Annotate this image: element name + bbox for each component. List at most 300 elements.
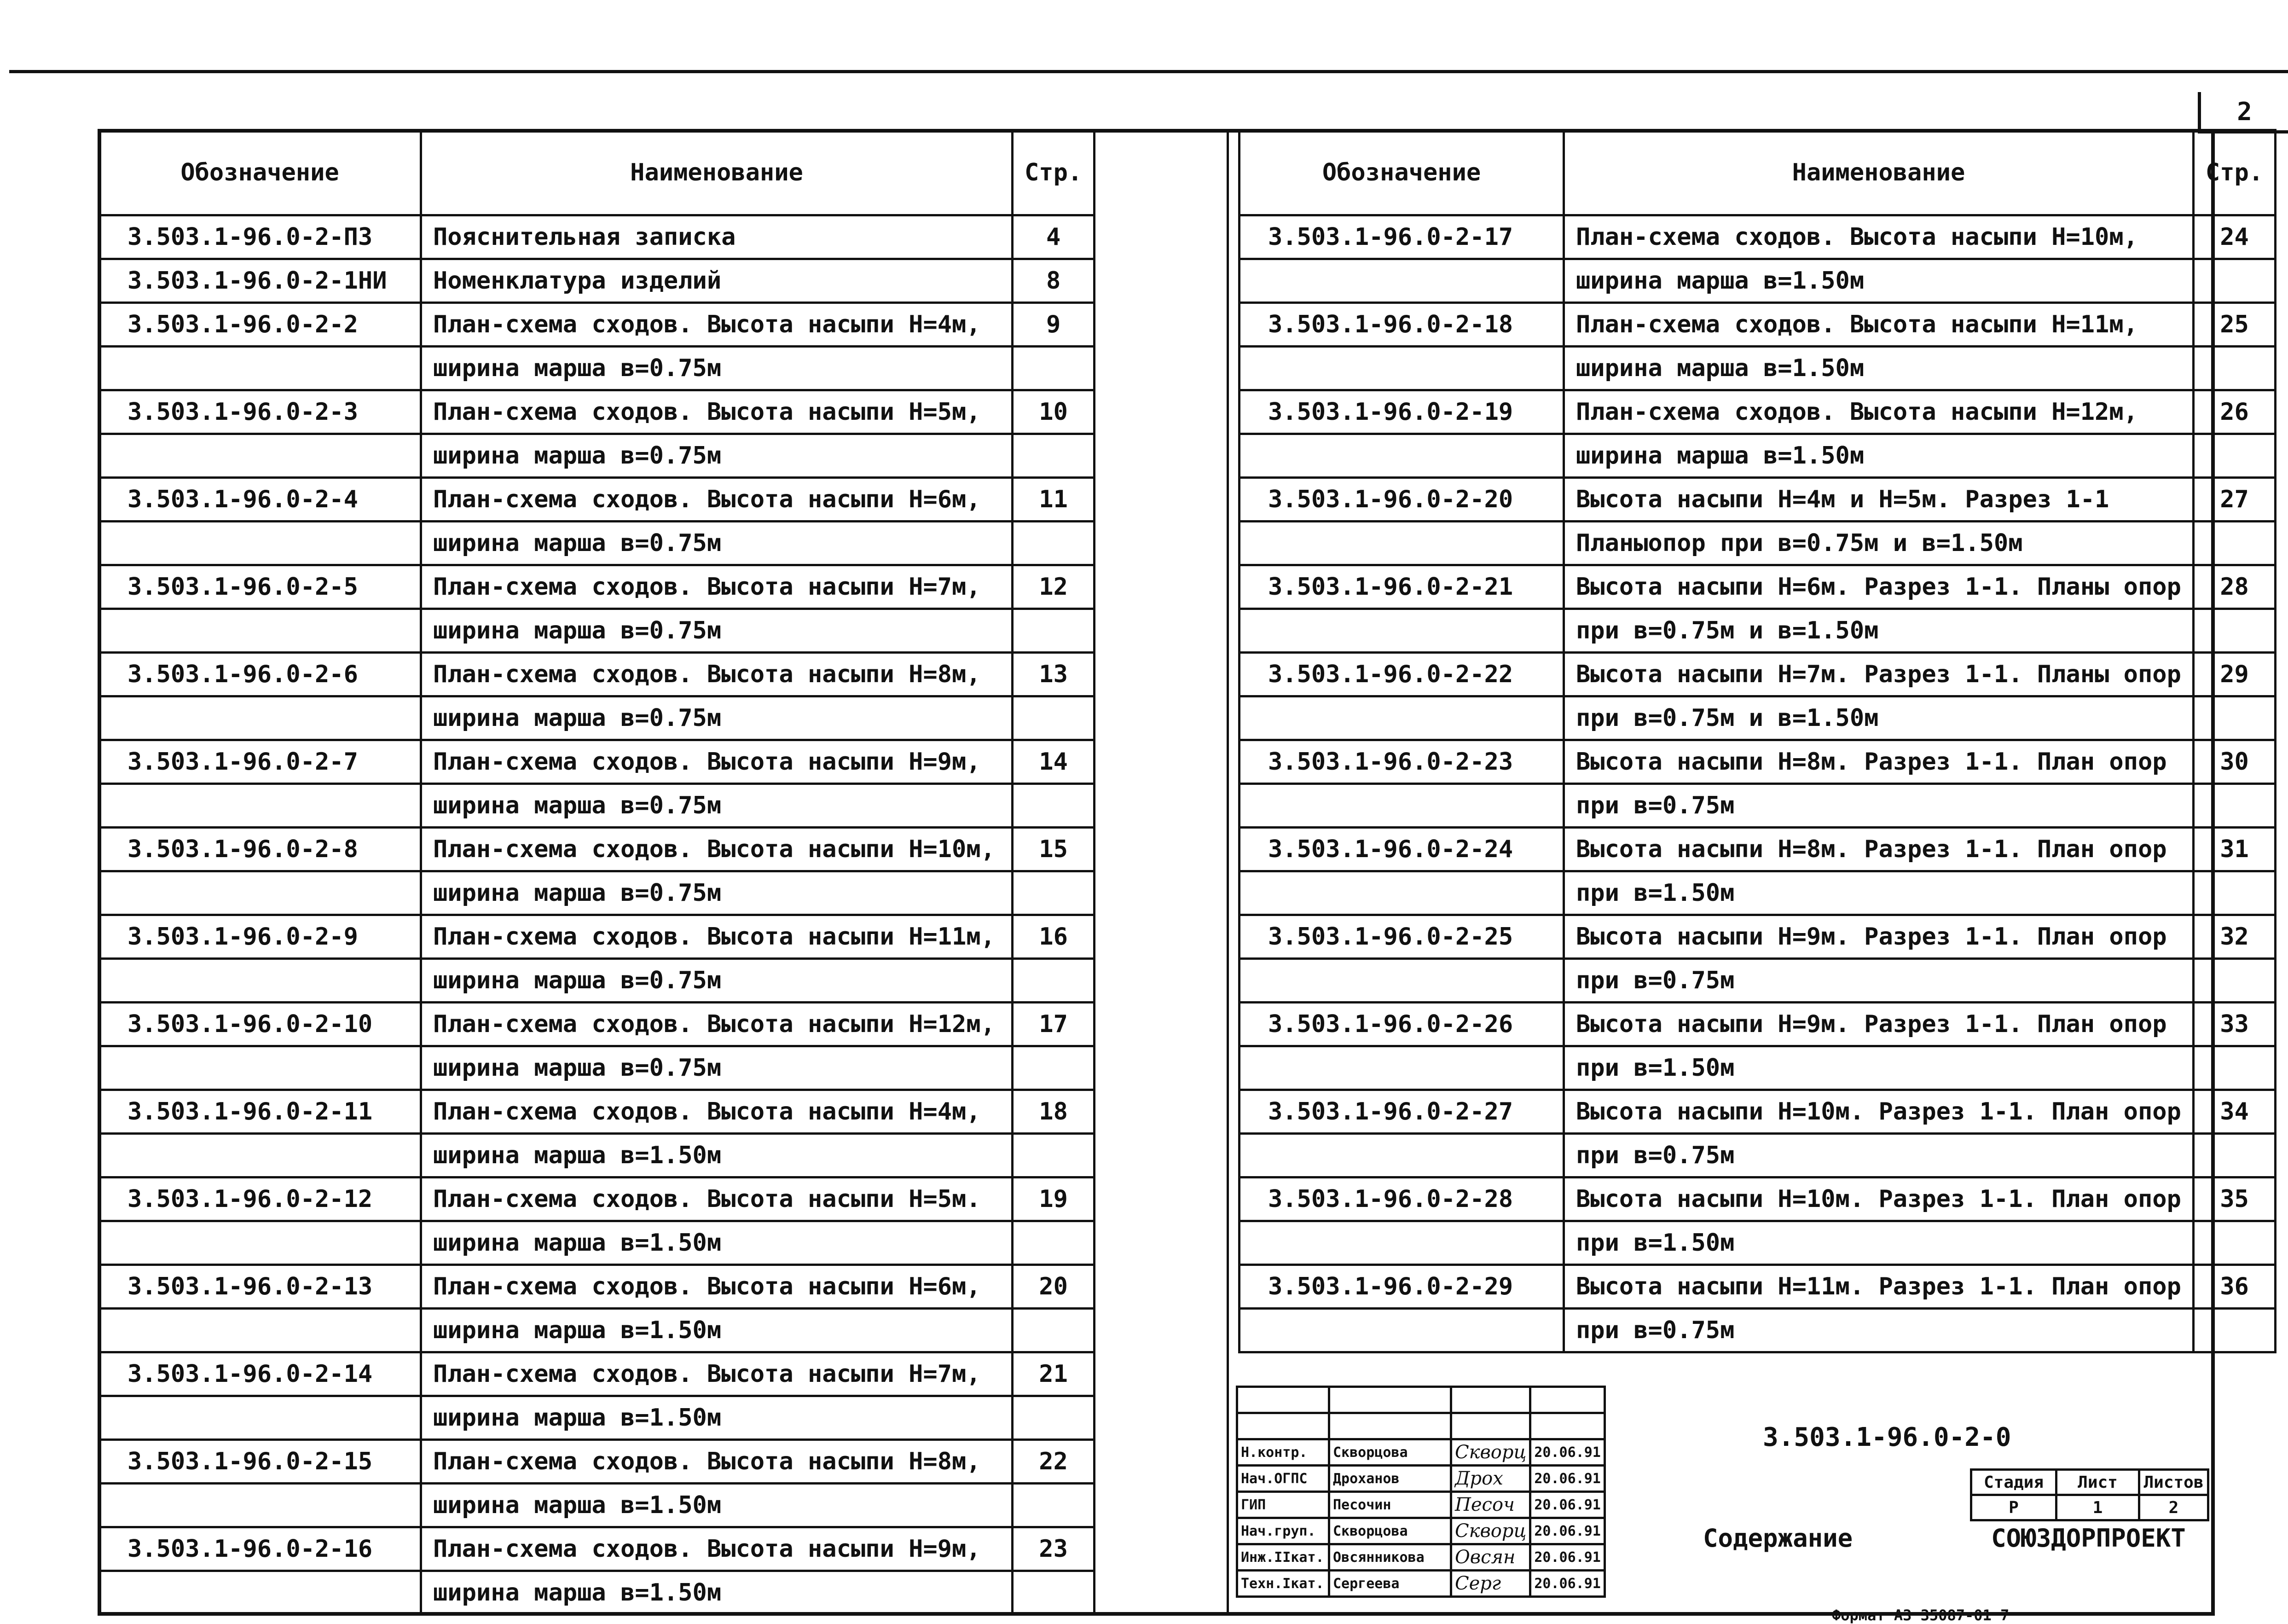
row-code: 3.503.1-96.0-2-24 xyxy=(1240,828,1564,871)
table-row xyxy=(1240,259,2276,303)
spacer-cell xyxy=(1095,696,1228,740)
table-row xyxy=(99,565,1228,609)
spacer-cell xyxy=(1095,915,1228,959)
table-row xyxy=(1240,959,2276,1003)
spacer-cell xyxy=(1095,959,1228,1003)
row-code xyxy=(1240,959,1564,1003)
spacer-cell xyxy=(1095,1090,1228,1134)
table-row xyxy=(1240,696,2276,740)
row-code: 3.503.1-96.0-2-20 xyxy=(1240,478,1564,522)
spacer-column xyxy=(1095,130,1228,215)
row-page xyxy=(2193,784,2275,828)
table-row xyxy=(99,347,1228,390)
table-row xyxy=(1240,1134,2276,1177)
row-page: 9 xyxy=(1013,303,1095,347)
header-code: Обозначение xyxy=(99,130,421,215)
row-code: 3.503.1-96.0-2-2 xyxy=(99,303,421,347)
spacer-cell xyxy=(1095,1265,1228,1309)
row-name: ширина марша в=1.50м xyxy=(421,1484,1013,1527)
row-page xyxy=(2193,347,2275,390)
row-code: 3.503.1-96.0-2-9 xyxy=(99,915,421,959)
row-page xyxy=(2193,1134,2275,1177)
row-code xyxy=(1240,522,1564,565)
row-page: 25 xyxy=(2193,303,2275,347)
row-code xyxy=(1240,1221,1564,1265)
signer-date: 20.06.91 xyxy=(1530,1544,1605,1571)
row-name: План-схема сходов. Высота насыпи Н=5м. xyxy=(421,1177,1013,1221)
row-code: 3.503.1-96.0-2-3 xyxy=(99,390,421,434)
row-name: при в=1.50м xyxy=(1564,1046,2194,1090)
row-name: при в=0.75м и в=1.50м xyxy=(1564,696,2194,740)
row-name: План-схема сходов. Высота насыпи Н=12м, xyxy=(1564,390,2194,434)
table-row xyxy=(99,1352,1228,1396)
row-name: ширина марша в=1.50м xyxy=(421,1571,1013,1615)
row-code: 3.503.1-96.0-2-25 xyxy=(1240,915,1564,959)
row-name: Высота насыпи Н=6м. Разрез 1-1. Планы опор xyxy=(1564,565,2194,609)
table-row xyxy=(1240,215,2276,259)
row-name: Высота насыпи Н=8м. Разрез 1-1. План опор xyxy=(1564,740,2194,784)
row-name: ширина марша в=0.75м xyxy=(421,1046,1013,1090)
table-row xyxy=(1240,478,2276,522)
row-code: 3.503.1-96.0-2-23 xyxy=(1240,740,1564,784)
spacer-cell xyxy=(1095,609,1228,653)
row-code: 3.503.1-96.0-2-14 xyxy=(99,1352,421,1396)
top-rule xyxy=(9,70,2288,73)
row-name: Высота насыпи Н=9м. Разрез 1-1. План опор xyxy=(1564,915,2194,959)
format-footer: Формат А3 35087-01 7 xyxy=(1832,1607,2010,1624)
table-row xyxy=(1240,303,2276,347)
row-page: 33 xyxy=(2193,1003,2275,1046)
signers-table xyxy=(1236,1386,1606,1598)
row-page: 12 xyxy=(1013,565,1095,609)
table-row xyxy=(1240,1265,2276,1309)
row-page: 24 xyxy=(2193,215,2275,259)
signer-role: Нач.ОГПС xyxy=(1237,1466,1329,1492)
row-page xyxy=(1013,1484,1095,1527)
row-page: 17 xyxy=(1013,1003,1095,1046)
spacer-cell xyxy=(1095,259,1228,303)
row-page xyxy=(2193,522,2275,565)
row-name: ширина марша в=1.50м xyxy=(1564,434,2194,478)
row-code xyxy=(1240,871,1564,915)
row-name: План-схема сходов. Высота насыпи Н=9м, xyxy=(421,1527,1013,1571)
row-name: при в=0.75м xyxy=(1564,1309,2194,1352)
row-page: 13 xyxy=(1013,653,1095,696)
row-page: 21 xyxy=(1013,1352,1095,1396)
table-row xyxy=(1240,1221,2276,1265)
row-page xyxy=(1013,609,1095,653)
row-code: 3.503.1-96.0-2-6 xyxy=(99,653,421,696)
row-page xyxy=(1013,959,1095,1003)
signer-sig: Скворц xyxy=(1451,1518,1530,1544)
spacer-cell xyxy=(1095,1527,1228,1571)
row-page: 20 xyxy=(1013,1265,1095,1309)
row-name: План-схема сходов. Высота насыпи Н=8м, xyxy=(421,653,1013,696)
row-code: 3.503.1-96.0-2-27 xyxy=(1240,1090,1564,1134)
row-name: ширина марша в=0.75м xyxy=(421,522,1013,565)
table-row xyxy=(99,1265,1228,1309)
row-name: План-схема сходов. Высота насыпи Н=5м, xyxy=(421,390,1013,434)
signer-role: Нач.груп. xyxy=(1237,1518,1329,1544)
document-code: 3.503.1-96.0-2-0 xyxy=(1763,1422,2011,1452)
table-row xyxy=(99,522,1228,565)
row-name: ширина марша в=0.75м xyxy=(421,609,1013,653)
row-name: при в=1.50м xyxy=(1564,871,2194,915)
spacer-cell xyxy=(1095,1046,1228,1090)
signer-sig: Скворц xyxy=(1451,1439,1530,1466)
row-page xyxy=(1013,1221,1095,1265)
row-name: План-схема сходов. Высота насыпи Н=4м, xyxy=(421,1090,1013,1134)
table-row xyxy=(99,478,1228,522)
table-row xyxy=(99,1046,1228,1090)
row-page: 16 xyxy=(1013,915,1095,959)
table-row xyxy=(1240,347,2276,390)
signer-date: 20.06.91 xyxy=(1530,1518,1605,1544)
table-row xyxy=(99,215,1228,259)
spacer-cell xyxy=(1095,1440,1228,1484)
row-page xyxy=(1013,1134,1095,1177)
contents-table-right xyxy=(1238,129,2276,1353)
spacer-cell xyxy=(1095,215,1228,259)
row-name: Высота насыпи Н=9м. Разрез 1-1. План опор xyxy=(1564,1003,2194,1046)
row-code: 3.503.1-96.0-2-12 xyxy=(99,1177,421,1221)
row-page xyxy=(2193,959,2275,1003)
row-code xyxy=(99,434,421,478)
table-row xyxy=(1240,784,2276,828)
table-row xyxy=(1240,1003,2276,1046)
stage-value: Р xyxy=(1971,1495,2056,1520)
row-name: ширина марша в=0.75м xyxy=(421,434,1013,478)
signer-row xyxy=(1237,1466,1605,1492)
header-code: Обозначение xyxy=(1240,130,1564,215)
contents-table-left xyxy=(98,129,1229,1616)
table-row xyxy=(1240,1046,2276,1090)
table-row xyxy=(99,1527,1228,1571)
table-row xyxy=(99,1396,1228,1440)
sheets-value: 2 xyxy=(2139,1495,2208,1520)
row-name: при в=0.75м и в=1.50м xyxy=(1564,609,2194,653)
row-page xyxy=(1013,1396,1095,1440)
header-page: Стр. xyxy=(2193,130,2275,215)
row-name: ширина марша в=1.50м xyxy=(421,1396,1013,1440)
row-code xyxy=(99,1046,421,1090)
row-name: План-схема сходов. Высота насыпи Н=6м, xyxy=(421,1265,1013,1309)
sheet-label: Лист xyxy=(2056,1470,2139,1495)
row-code xyxy=(99,1134,421,1177)
row-name: ширина марша в=1.50м xyxy=(421,1309,1013,1352)
table-row xyxy=(99,609,1228,653)
row-page xyxy=(2193,1046,2275,1090)
row-page: 31 xyxy=(2193,828,2275,871)
table-row xyxy=(99,915,1228,959)
row-page xyxy=(2193,259,2275,303)
header-page: Стр. xyxy=(1013,130,1095,215)
signer-sig: Песоч xyxy=(1451,1492,1530,1518)
row-name: План-схема сходов. Высота насыпи Н=10м, xyxy=(1564,215,2194,259)
spacer-cell xyxy=(1095,653,1228,696)
row-code: 3.503.1-96.0-2-15 xyxy=(99,1440,421,1484)
table-row xyxy=(1240,653,2276,696)
row-code xyxy=(1240,1134,1564,1177)
table-row xyxy=(99,784,1228,828)
signer-date: 20.06.91 xyxy=(1530,1492,1605,1518)
table-row xyxy=(99,1177,1228,1221)
row-name: ширина марша в=1.50м xyxy=(421,1134,1013,1177)
spacer-cell xyxy=(1095,1134,1228,1177)
row-page xyxy=(2193,1309,2275,1352)
row-name: Высота насыпи Н=8м. Разрез 1-1. План опор xyxy=(1564,828,2194,871)
table-row xyxy=(99,303,1228,347)
row-code: 3.503.1-96.0-2-10 xyxy=(99,1003,421,1046)
spacer-cell xyxy=(1095,1177,1228,1221)
table-row xyxy=(99,828,1228,871)
row-code: 3.503.1-96.0-2-29 xyxy=(1240,1265,1564,1309)
table-row xyxy=(1240,828,2276,871)
row-name: при в=1.50м xyxy=(1564,1221,2194,1265)
row-code: 3.503.1-96.0-2-4 xyxy=(99,478,421,522)
table-row xyxy=(99,1484,1228,1527)
spacer-cell xyxy=(1095,1484,1228,1527)
spacer-cell xyxy=(1095,828,1228,871)
row-page: 30 xyxy=(2193,740,2275,784)
row-page xyxy=(1013,696,1095,740)
spacer-cell xyxy=(1095,1221,1228,1265)
document-title: Содержание xyxy=(1703,1524,1853,1553)
row-name: План-схема сходов. Высота насыпи Н=8м, xyxy=(421,1440,1013,1484)
spacer-cell xyxy=(1095,1309,1228,1352)
row-code: 3.503.1-96.0-2-7 xyxy=(99,740,421,784)
row-code xyxy=(1240,434,1564,478)
row-page: 29 xyxy=(2193,653,2275,696)
spacer-cell xyxy=(1095,740,1228,784)
row-code: 3.503.1-96.0-2-11 xyxy=(99,1090,421,1134)
table-row xyxy=(1240,1309,2276,1352)
page-number: 2 xyxy=(2198,92,2288,133)
row-page xyxy=(2193,434,2275,478)
row-code: 3.503.1-96.0-2-22 xyxy=(1240,653,1564,696)
row-name: ширина марша в=0.75м xyxy=(421,347,1013,390)
row-page xyxy=(2193,696,2275,740)
signer-date: 20.06.91 xyxy=(1530,1466,1605,1492)
row-code: 3.503.1-96.0-2-19 xyxy=(1240,390,1564,434)
row-code xyxy=(99,871,421,915)
row-name: План-схема сходов. Высота насыпи Н=11м, xyxy=(421,915,1013,959)
signer-sig: Серг xyxy=(1451,1571,1530,1597)
row-code xyxy=(1240,347,1564,390)
stage-label: Стадия xyxy=(1971,1470,2056,1495)
spacer-cell xyxy=(1095,565,1228,609)
row-code xyxy=(99,1221,421,1265)
row-name: ширина марша в=0.75м xyxy=(421,959,1013,1003)
row-page xyxy=(1013,1309,1095,1352)
signer-name: Дроханов xyxy=(1329,1466,1451,1492)
row-code: 3.503.1-96.0-2-8 xyxy=(99,828,421,871)
table-row xyxy=(99,1571,1228,1615)
table-row xyxy=(1240,1090,2276,1134)
row-code: 3.503.1-96.0-2-1НИ xyxy=(99,259,421,303)
row-name: План-схема сходов. Высота насыпи Н=7м, xyxy=(421,1352,1013,1396)
spacer-cell xyxy=(1095,784,1228,828)
table-row xyxy=(99,259,1228,303)
row-name: Высота насыпи Н=10м. Разрез 1-1. План опор xyxy=(1564,1090,2194,1134)
row-page: 11 xyxy=(1013,478,1095,522)
signer-row xyxy=(1237,1439,1605,1466)
row-page: 27 xyxy=(2193,478,2275,522)
table-row xyxy=(1240,871,2276,915)
row-page: 34 xyxy=(2193,1090,2275,1134)
signer-role: Инж.IIкат. xyxy=(1237,1544,1329,1571)
table-row xyxy=(1240,434,2276,478)
table-row xyxy=(99,1134,1228,1177)
row-page: 35 xyxy=(2193,1177,2275,1221)
row-code: 3.503.1-96.0-2-ПЗ xyxy=(99,215,421,259)
signer-name: Сергеева xyxy=(1329,1571,1451,1597)
spacer-cell xyxy=(1095,1003,1228,1046)
row-code xyxy=(99,1309,421,1352)
table-row xyxy=(99,871,1228,915)
row-name: План-схема сходов. Высота насыпи Н=12м, xyxy=(421,1003,1013,1046)
table-row xyxy=(99,1221,1228,1265)
table-row xyxy=(99,434,1228,478)
table-row xyxy=(1240,390,2276,434)
row-page: 22 xyxy=(1013,1440,1095,1484)
table-row xyxy=(99,1440,1228,1484)
row-name: Планыопор при в=0.75м и в=1.50м xyxy=(1564,522,2194,565)
row-page xyxy=(1013,784,1095,828)
sheets-label: Листов xyxy=(2139,1470,2208,1495)
signer-name: Скворцова xyxy=(1329,1439,1451,1466)
row-code xyxy=(99,696,421,740)
row-code xyxy=(99,522,421,565)
row-code xyxy=(99,1484,421,1527)
row-name: План-схема сходов. Высота насыпи Н=9м, xyxy=(421,740,1013,784)
spacer-cell xyxy=(1095,522,1228,565)
row-name: при в=0.75м xyxy=(1564,959,2194,1003)
row-code xyxy=(1240,609,1564,653)
row-name: Высота насыпи Н=11м. Разрез 1-1. План опор xyxy=(1564,1265,2194,1309)
row-code xyxy=(99,1571,421,1615)
spacer-cell xyxy=(1095,1352,1228,1396)
row-code xyxy=(99,1396,421,1440)
row-name: ширина марша в=1.50м xyxy=(1564,347,2194,390)
signer-role: Техн.Iкат. xyxy=(1237,1571,1329,1597)
spacer-cell xyxy=(1095,390,1228,434)
row-page xyxy=(1013,434,1095,478)
row-name: Пояснительная записка xyxy=(421,215,1013,259)
row-name: План-схема сходов. Высота насыпи Н=10м, xyxy=(421,828,1013,871)
row-code xyxy=(1240,259,1564,303)
row-name: при в=0.75м xyxy=(1564,1134,2194,1177)
row-code xyxy=(99,784,421,828)
table-row xyxy=(99,959,1228,1003)
stage-table xyxy=(1970,1468,2209,1521)
row-page xyxy=(1013,347,1095,390)
row-page xyxy=(1013,1046,1095,1090)
row-page xyxy=(1013,1571,1095,1615)
row-page: 19 xyxy=(1013,1177,1095,1221)
row-code xyxy=(99,609,421,653)
row-page xyxy=(1013,871,1095,915)
row-name: План-схема сходов. Высота насыпи Н=6м, xyxy=(421,478,1013,522)
signer-name: Песочин xyxy=(1329,1492,1451,1518)
row-name: ширина марша в=0.75м xyxy=(421,696,1013,740)
table-row xyxy=(99,390,1228,434)
row-page: 18 xyxy=(1013,1090,1095,1134)
organization-name: СОЮЗДОРПРОЕКТ xyxy=(1991,1524,2186,1553)
header-name: Наименование xyxy=(421,130,1013,215)
row-page: 4 xyxy=(1013,215,1095,259)
row-name: Высота насыпи Н=10м. Разрез 1-1. План опор xyxy=(1564,1177,2194,1221)
row-name: План-схема сходов. Высота насыпи Н=11м, xyxy=(1564,303,2194,347)
table-row xyxy=(99,1090,1228,1134)
row-code: 3.503.1-96.0-2-21 xyxy=(1240,565,1564,609)
row-code: 3.503.1-96.0-2-26 xyxy=(1240,1003,1564,1046)
spacer-cell xyxy=(1095,478,1228,522)
table-row xyxy=(1240,1177,2276,1221)
row-name: План-схема сходов. Высота насыпи Н=7м, xyxy=(421,565,1013,609)
row-page xyxy=(2193,1221,2275,1265)
signer-sig: Дрох xyxy=(1451,1466,1530,1492)
table-row xyxy=(1240,609,2276,653)
row-code xyxy=(1240,1309,1564,1352)
signer-row xyxy=(1237,1571,1605,1597)
row-name: при в=0.75м xyxy=(1564,784,2194,828)
spacer-cell xyxy=(1095,1396,1228,1440)
row-page: 36 xyxy=(2193,1265,2275,1309)
signer-date: 20.06.91 xyxy=(1530,1439,1605,1466)
row-name: ширина марша в=1.50м xyxy=(1564,259,2194,303)
signer-date: 20.06.91 xyxy=(1530,1571,1605,1597)
spacer-cell xyxy=(1095,871,1228,915)
table-row xyxy=(1240,522,2276,565)
table-row xyxy=(99,696,1228,740)
row-code: 3.503.1-96.0-2-28 xyxy=(1240,1177,1564,1221)
signer-row xyxy=(1237,1518,1605,1544)
row-page xyxy=(2193,609,2275,653)
signer-role: ГИП xyxy=(1237,1492,1329,1518)
signer-row xyxy=(1237,1544,1605,1571)
row-code: 3.503.1-96.0-2-16 xyxy=(99,1527,421,1571)
signer-name: Скворцова xyxy=(1329,1518,1451,1544)
table-row xyxy=(99,1003,1228,1046)
row-page: 23 xyxy=(1013,1527,1095,1571)
row-name: Высота насыпи Н=7м. Разрез 1-1. Планы опор xyxy=(1564,653,2194,696)
row-code: 3.503.1-96.0-2-18 xyxy=(1240,303,1564,347)
row-code xyxy=(99,959,421,1003)
row-page: 32 xyxy=(2193,915,2275,959)
row-code xyxy=(1240,696,1564,740)
row-page xyxy=(1013,522,1095,565)
row-name: ширина марша в=0.75м xyxy=(421,784,1013,828)
spacer-cell xyxy=(1095,303,1228,347)
row-name: Высота насыпи Н=4м и Н=5м. Разрез 1-1 xyxy=(1564,478,2194,522)
signer-name: Овсянникова xyxy=(1329,1544,1451,1571)
table-row xyxy=(1240,565,2276,609)
row-code: 3.503.1-96.0-2-13 xyxy=(99,1265,421,1309)
row-page: 15 xyxy=(1013,828,1095,871)
signer-row xyxy=(1237,1492,1605,1518)
row-name: ширина марша в=1.50м xyxy=(421,1221,1013,1265)
row-name: ширина марша в=0.75м xyxy=(421,871,1013,915)
row-page xyxy=(2193,871,2275,915)
table-row xyxy=(1240,740,2276,784)
spacer-cell xyxy=(1095,1571,1228,1615)
row-code: 3.503.1-96.0-2-5 xyxy=(99,565,421,609)
row-page: 26 xyxy=(2193,390,2275,434)
row-code xyxy=(99,347,421,390)
spacer-cell xyxy=(1095,434,1228,478)
row-page: 28 xyxy=(2193,565,2275,609)
